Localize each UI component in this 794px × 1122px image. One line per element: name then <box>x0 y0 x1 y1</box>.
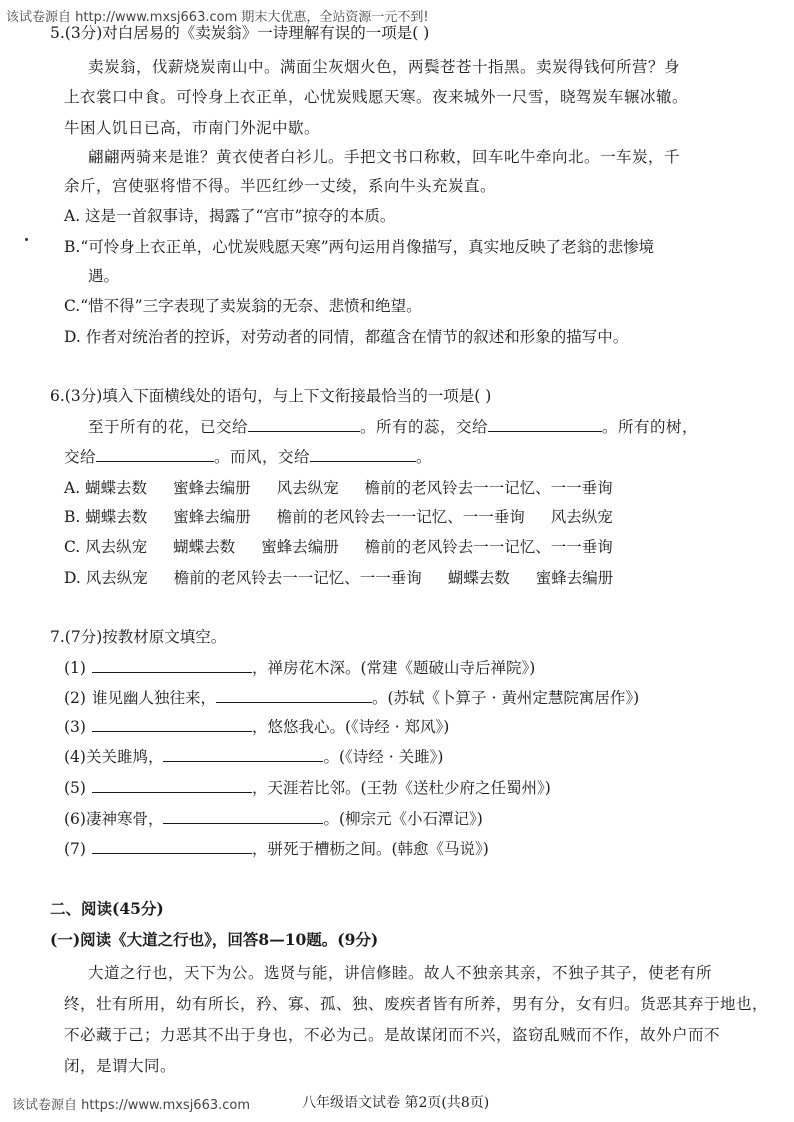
q6-d-part1: D. 风去纵宠 <box>64 569 148 587</box>
q6-c-part1: C. 风去纵宠 <box>64 538 148 556</box>
q6-a-part2: 蜜蜂去编册 <box>173 479 251 497</box>
q6-option-a <box>64 477 613 499</box>
footer-page-info: 八年级语文试卷 第2页(共8页) <box>302 1095 490 1111</box>
q6-blank-3 <box>96 447 214 462</box>
question-6-heading: 6.(3分)填入下面横线处的语句，与上下文衔接最恰当的一项是( ) <box>50 387 492 405</box>
section-2-title: 二、阅读(45分) <box>50 899 164 918</box>
q6-b-part1: B. 蝴蝶去数 <box>64 508 148 526</box>
q6-text-6: 。 <box>416 448 433 466</box>
question-7-heading: 7.(7分)按教材原文填空。 <box>50 628 227 646</box>
q6-b-part4: 风去纵宠 <box>550 508 613 526</box>
q6-text-1: 至于所有的花，已交给 <box>88 418 249 436</box>
q6-d-part4: 蜜蜂去编册 <box>535 569 614 587</box>
q6-c-part4: 檐前的老风铃去一一记忆、一一垂询 <box>364 538 613 556</box>
q7-item-6-number: (6) <box>64 810 86 828</box>
q7-blank-3 <box>92 717 252 732</box>
q7-item-1-text: ，禅房花木深。(常建《题破山寺后禅院》) <box>251 659 536 677</box>
q6-option-b <box>64 506 613 528</box>
q7-blank-1 <box>92 658 252 673</box>
poem-line-5: 余斤，宫使驱将惜不得。半匹红纱一丈绫，系向牛头充炭直。 <box>64 177 497 195</box>
q7-item-7 <box>64 838 489 860</box>
q5-option-b-line2: 遇。 <box>88 267 120 285</box>
reading-passage-line-4: 闭，是谓大同。 <box>64 1057 177 1075</box>
q6-sentence-line1 <box>88 416 698 438</box>
q7-item-7-text: ，骈死于槽枥之间。(韩愈《马说》) <box>251 840 489 858</box>
q6-a-part4: 檐前的老风铃去一一记忆、一一垂询 <box>364 479 613 497</box>
question-5-heading: 5.(3分)对白居易的《卖炭翁》一诗理解有误的一项是( ) <box>50 24 430 42</box>
reading-passage-line-3: 不必藏于己；力恶其不出于身也，不必为己。是故谋闭而不兴，盗窃乱贼而不作，故外户而不 <box>64 1026 721 1044</box>
reading-passage-line-1: 大道之行也，天下为公。选贤与能，讲信修睦。故人不独亲其亲，不独子其子，使老有所 <box>88 964 713 982</box>
poem-line-3: 牛困人饥日已高，市南门外泥中歇。 <box>64 119 321 137</box>
q7-item-6-prefix: 凄神寒骨， <box>85 810 164 828</box>
q7-blank-6 <box>163 809 323 824</box>
q7-blank-7 <box>92 839 252 854</box>
q7-item-2-text: 。(苏轼《卜算子 · 黄州定慧院寓居作》) <box>371 689 640 707</box>
poem-line-4: 翩翩两骑来是谁？黄衣使者白衫儿。手把文书口称敕，回车叱牛牵向北。一车炭，千 <box>88 148 681 166</box>
q7-item-4-text: 。(《诗经 · 关雎》) <box>323 748 444 766</box>
q7-blank-5 <box>92 778 252 793</box>
q6-c-part3: 蜜蜂去编册 <box>261 538 339 556</box>
q6-a-part3: 风去纵宠 <box>276 479 339 497</box>
poem-line-2: 上衣裳口中食。可怜身上衣正单，心忧炭贱愿天寒。夜来城外一尺雪，晓驾炭车辗冰辙。 <box>64 88 689 106</box>
q5-option-b-line1: B.“可怜身上衣正单，心忧炭贱愿天寒”两句运用肖像描写，真实地反映了老翁的悲惨境 <box>64 238 655 256</box>
q6-text-3: 。所有的树， <box>602 418 699 436</box>
q7-item-3-number: (3) <box>64 718 86 736</box>
q7-item-5 <box>64 777 551 799</box>
q7-item-2-prefix: 谁见幽人独往来， <box>91 689 216 707</box>
q6-blank-2 <box>488 417 602 432</box>
reading-passage-line-2: 终，壮有所用，幼有所长，矜、寡、孤、独、废疾者皆有所养，男有分，女有归。货恶其弃于地也， <box>64 995 769 1013</box>
q6-b-part2: 蜜蜂去编册 <box>173 508 251 526</box>
q6-text-4: 交给 <box>64 448 97 466</box>
q5-option-a: A. 这是一首叙事诗，揭露了“宫市”掠夺的本质。 <box>64 207 396 225</box>
footer-watermark: 该试卷源自 https://www.mxsj663.com <box>12 1098 251 1113</box>
q7-item-6-text: 。(柳宗元《小石潭记》) <box>323 810 483 828</box>
q7-item-4-number: (4) <box>64 748 86 766</box>
q7-item-3-text: ，悠悠我心。(《诗经 · 郑风》) <box>251 718 450 736</box>
q6-c-part2: 蝴蝶去数 <box>173 538 236 556</box>
q7-blank-2 <box>216 688 372 703</box>
q7-item-1-number: (1) <box>64 659 86 677</box>
q7-item-2-number: (2) <box>64 689 86 707</box>
q6-blank-4 <box>310 447 416 462</box>
q6-b-part3: 檐前的老风铃去一一记忆、一一垂询 <box>276 508 525 526</box>
q5-option-d: D. 作者对统治者的控诉，对劳动者的同情，都蕴含在情节的叙述和形象的描写中。 <box>64 328 629 346</box>
q5-option-c: C.“惜不得”三字表现了卖炭翁的无奈、悲愤和绝望。 <box>64 297 422 315</box>
q7-item-4-prefix: 关关雎鸠， <box>85 748 164 766</box>
q6-d-part2: 檐前的老风铃去一一记忆、一一垂询 <box>173 569 422 587</box>
q7-item-6 <box>64 808 483 830</box>
q7-item-2 <box>64 687 639 709</box>
q6-option-c <box>64 536 613 558</box>
poem-line-1: 卖炭翁，伐薪烧炭南山中。满面尘灰烟火色，两鬓苍苍十指黑。卖炭得钱何所营？身 <box>88 58 681 76</box>
q6-sentence-line2 <box>64 446 432 468</box>
q6-option-d <box>64 567 613 589</box>
q7-blank-4 <box>163 747 323 762</box>
q7-item-4 <box>64 746 443 768</box>
q7-item-3 <box>64 716 449 738</box>
q6-a-part1: A. 蝴蝶去数 <box>64 479 148 497</box>
q7-item-5-number: (5) <box>64 779 86 797</box>
header-watermark: 该试卷源自 http://www.mxsj663.com 期末大优惠，全站资源一元不到! <box>6 10 429 25</box>
q7-item-7-number: (7) <box>64 840 86 858</box>
q7-item-1 <box>64 657 535 679</box>
section-2-subtitle: (一)阅读《大道之行也》，回答8—10题。(9分) <box>50 930 379 949</box>
q7-item-5-text: ，天涯若比邻。(王勃《送杜少府之任蜀州》) <box>251 779 551 797</box>
q6-text-2: 。所有的蕊，交给 <box>360 418 489 436</box>
q6-blank-1 <box>248 417 360 432</box>
q6-text-5: 。而风，交给 <box>214 448 311 466</box>
scan-dot <box>25 238 28 241</box>
q6-d-part3: 蝴蝶去数 <box>447 569 510 587</box>
